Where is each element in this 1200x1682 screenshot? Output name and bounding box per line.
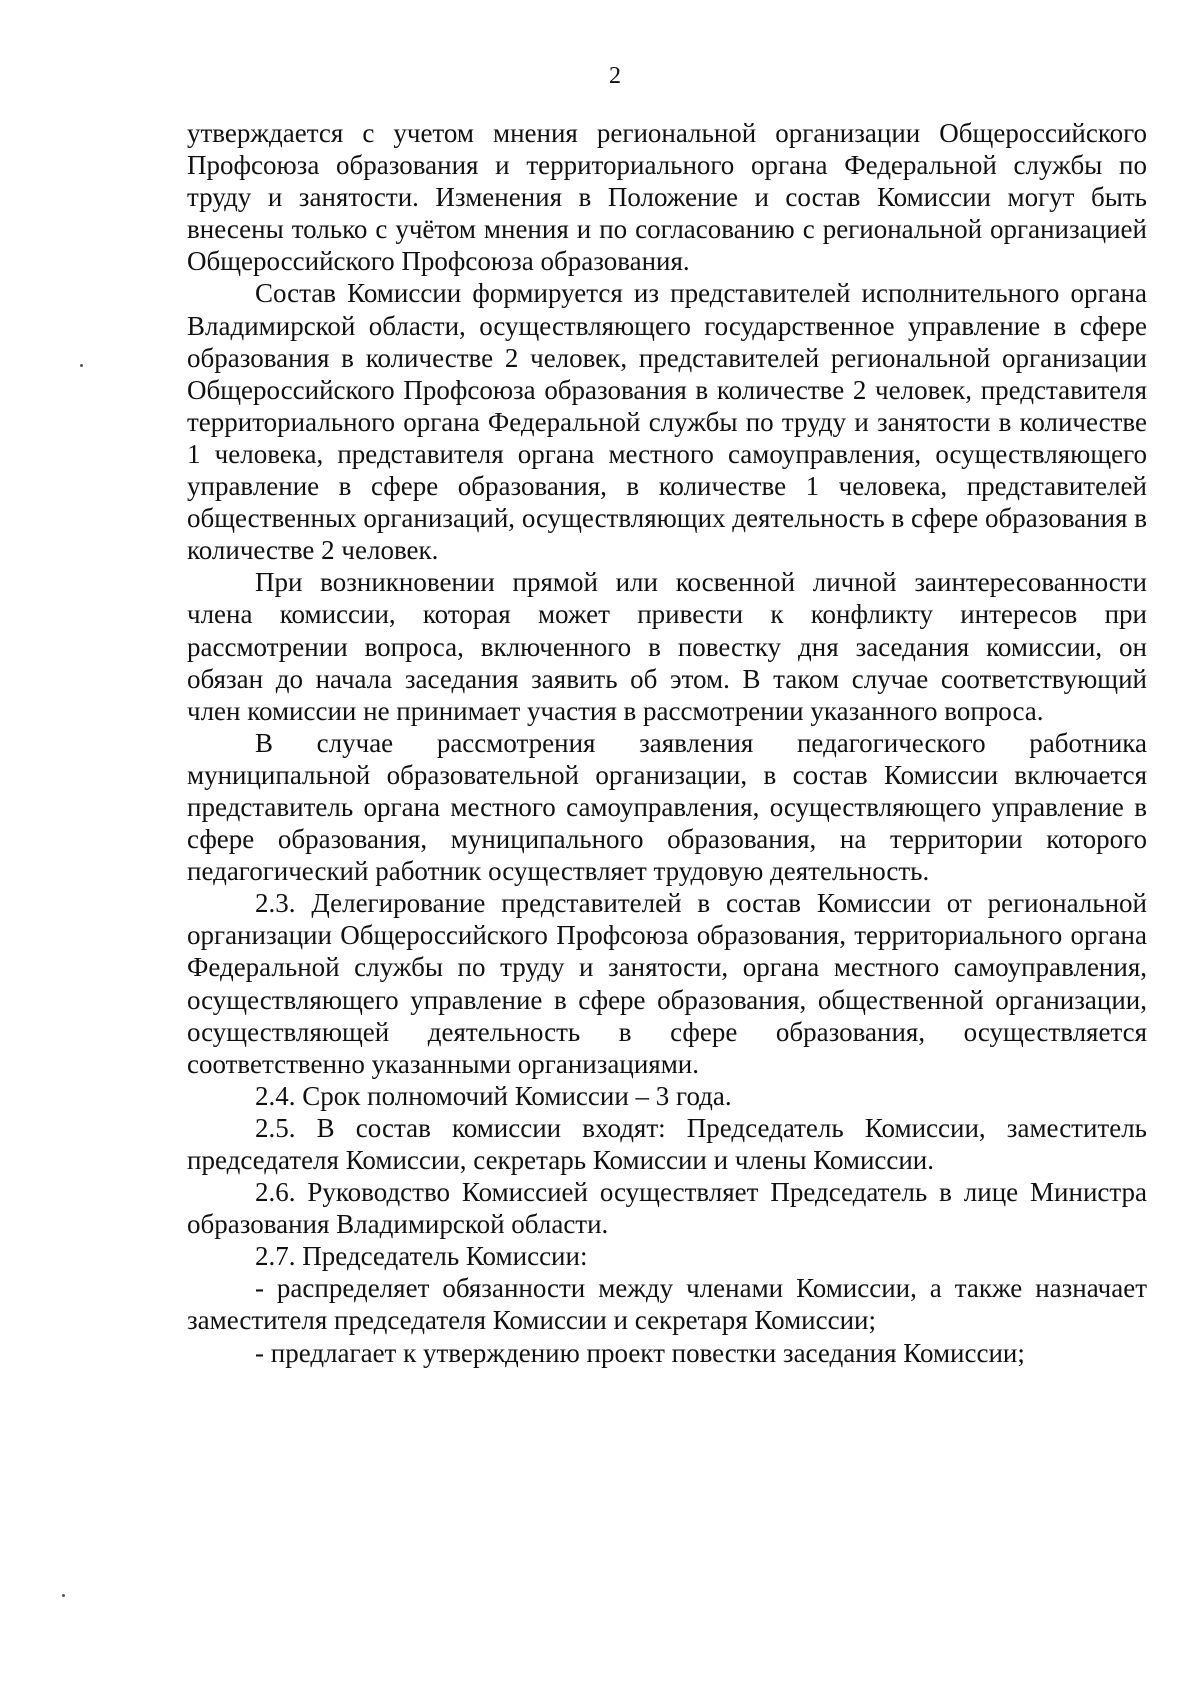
clause-2-3: 2.3. Делегирование представителей в состав Комиссии от региональной организации Общероссийского Профсоюза образования, территориального органа Федеральной службы по труду и занятости, органа местного самоуправления, осуществляющего управление в сфере образования, общественной организации, осуществляющей деятельность в сфере образования, осуществляется соответственно указанными организациями.	[187, 888, 1147, 1079]
page-number: 2	[609, 63, 621, 89]
clause-2-7: 2.7. Председатель Комиссии:	[255, 1241, 588, 1272]
clause-2-4: 2.4. Срок полномочий Комиссии – 3 года.	[255, 1080, 732, 1111]
paragraph-commission-composition: Состав Комиссии формируется из представителей исполнительного органа Владимирской области, осуществляющего государственное управление в сфере образования в количестве 2 человек, представителей региональной организации Общероссийского Профсоюза образования в количестве 2 человек, представителя территориального органа Федеральной службы по труду и занятости в количестве 1 человека, представителя органа местного самоуправления, осуществляющего управление в сфере образования, в количестве 1 человека, представителей общественных организаций, осуществляющих деятельность в сфере образования в количестве 2 человек.	[187, 278, 1147, 566]
clause-2-6: 2.6. Руководство Комиссией осуществляет Председатель в лице Министра образования Владимирской области.	[187, 1177, 1147, 1240]
document-body	[187, 117, 1147, 1369]
scan-speck	[80, 364, 83, 367]
list-item-agenda: - предлагает к утверждению проект повестки заседания Комиссии;	[255, 1337, 1025, 1368]
list-item-duties: - распределяет обязанности между членами Комиссии, а также назначает заместителя председателя Комиссии и секретаря Комиссии;	[187, 1273, 1147, 1336]
paragraph-continuation: утверждается с учетом мнения региональной организации Общероссийского Профсоюза образования и территориального органа Федеральной службы по труду и занятости. Изменения в Положение и состав Комиссии могут быть внесены только с учётом мнения и по согласованию с региональной организацией Общероссийского Профсоюза образования.	[187, 118, 1147, 277]
paragraph-conflict-of-interest: При возникновении прямой или косвенной личной заинтересованности члена комиссии, которая может привести к конфликту интересов при рассмотрении вопроса, включенного в повестку дня заседания комиссии, он обязан до начала заседания заявить об этом. В таком случае соответствующий член комиссии не принимает участия в рассмотрении указанного вопроса.	[187, 567, 1147, 726]
clause-2-5: 2.5. В состав комиссии входят: Председатель Комиссии, заместитель председателя Комиссии, секретарь Комиссии и члены Комиссии.	[187, 1112, 1147, 1175]
scan-speck	[62, 1594, 65, 1597]
paragraph-municipal-representative: В случае рассмотрения заявления педагогического работника муниципальной образовательной организации, в состав Комиссии включается представитель органа местного самоуправления, осуществляющего управление в сфере образования, муниципального образования, на территории которого педагогический работник осуществляет трудовую деятельность.	[187, 727, 1147, 887]
